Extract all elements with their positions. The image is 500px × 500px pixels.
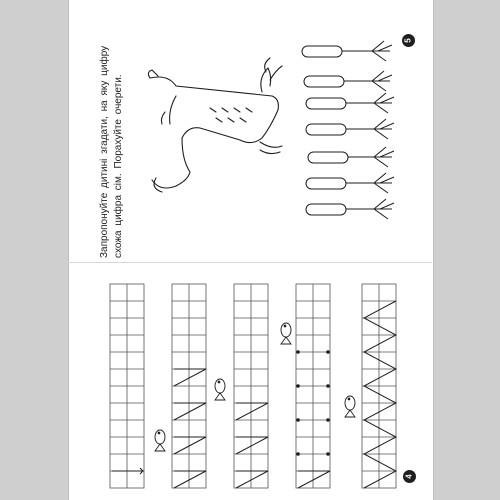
instruction-line-1: Запропонуйте дитині згадати, на яку цифру	[99, 45, 110, 258]
instruction-line-2: схожа цифра сім. Порахуйте очерети.	[113, 74, 124, 258]
swan-seven-illustration	[148, 58, 282, 192]
grid-strip-1	[110, 284, 144, 488]
reed	[304, 71, 392, 91]
grid-strip-3	[234, 284, 268, 488]
grid-strip-2	[172, 284, 206, 488]
grid-strip-4	[296, 284, 330, 488]
reed	[308, 147, 394, 167]
page-number-bottom: 4	[403, 470, 416, 483]
reed	[306, 93, 394, 113]
fish-doodle	[281, 323, 291, 344]
fish-doodle	[215, 379, 225, 400]
reed	[306, 199, 394, 219]
reed	[302, 41, 392, 61]
fish-doodle	[345, 396, 355, 417]
reed	[306, 119, 394, 139]
grid-strip-5	[362, 284, 396, 488]
page-number-top: 5	[402, 34, 415, 47]
fish-doodle	[155, 430, 165, 451]
reeds-group	[302, 41, 394, 219]
reed	[306, 173, 394, 193]
